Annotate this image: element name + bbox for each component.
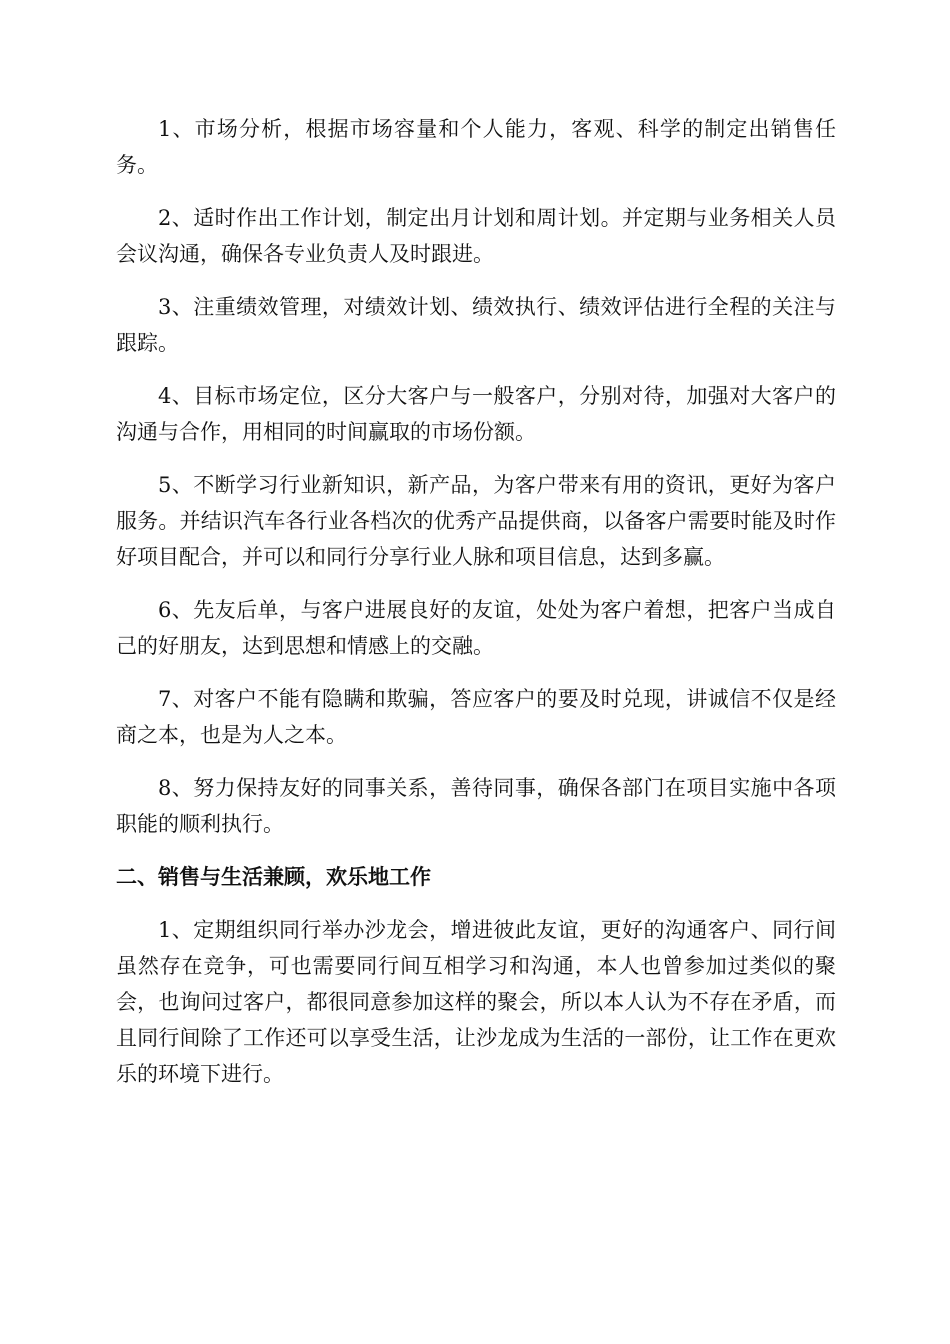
paragraph-item-6: 6、先友后单，与客户进展良好的友谊，处处为客户着想，把客户当成自己的好朋友，达到思想和情感上的交融。 <box>116 598 836 658</box>
paragraph-item-8: 8、努力保持友好的同事关系，善待同事，确保各部门在项目实施中各项职能的顺利执行。 <box>116 776 836 836</box>
paragraph-item-1: 1、市场分析，根据市场容量和个人能力，客观、科学的制定出销售任务。 <box>116 117 836 177</box>
document-body <box>116 111 836 1092</box>
section-paragraph-1: 1、定期组织同行举办沙龙会，增进彼此友谊，更好的沟通客户、同行间虽然存在竞争，可也需要同行间互相学习和沟通，本人也曾参加过类似的聚会，也询问过客户，都很同意参加这样的聚会，所以本人认为不存在矛盾，而且同行间除了工作还可以享受生活，让沙龙成为生活的一部份，让工作在更欢乐的环境下进行。 <box>116 918 836 1086</box>
paragraph-item-2: 2、适时作出工作计划，制定出月计划和周计划。并定期与业务相关人员会议沟通，确保各专业负责人及时跟进。 <box>116 206 836 266</box>
paragraph-item-4: 4、目标市场定位，区分大客户与一般客户，分别对待，加强对大客户的沟通与合作，用相同的时间赢取的市场份额。 <box>116 384 836 444</box>
paragraph-item-5: 5、不断学习行业新知识，新产品，为客户带来有用的资讯，更好为客户服务。并结识汽车各行业各档次的优秀产品提供商，以备客户需要时能及时作好项目配合，并可以和同行分享行业人脉和项目信息，达到多赢。 <box>116 473 836 569</box>
section-heading: 二、销售与生活兼顾，欢乐地工作 <box>116 865 431 889</box>
paragraph-item-7: 7、对客户不能有隐瞒和欺骗，答应客户的要及时兑现，讲诚信不仅是经商之本，也是为人之本。 <box>116 687 836 747</box>
paragraph-item-3: 3、注重绩效管理，对绩效计划、绩效执行、绩效评估进行全程的关注与跟踪。 <box>116 295 836 355</box>
